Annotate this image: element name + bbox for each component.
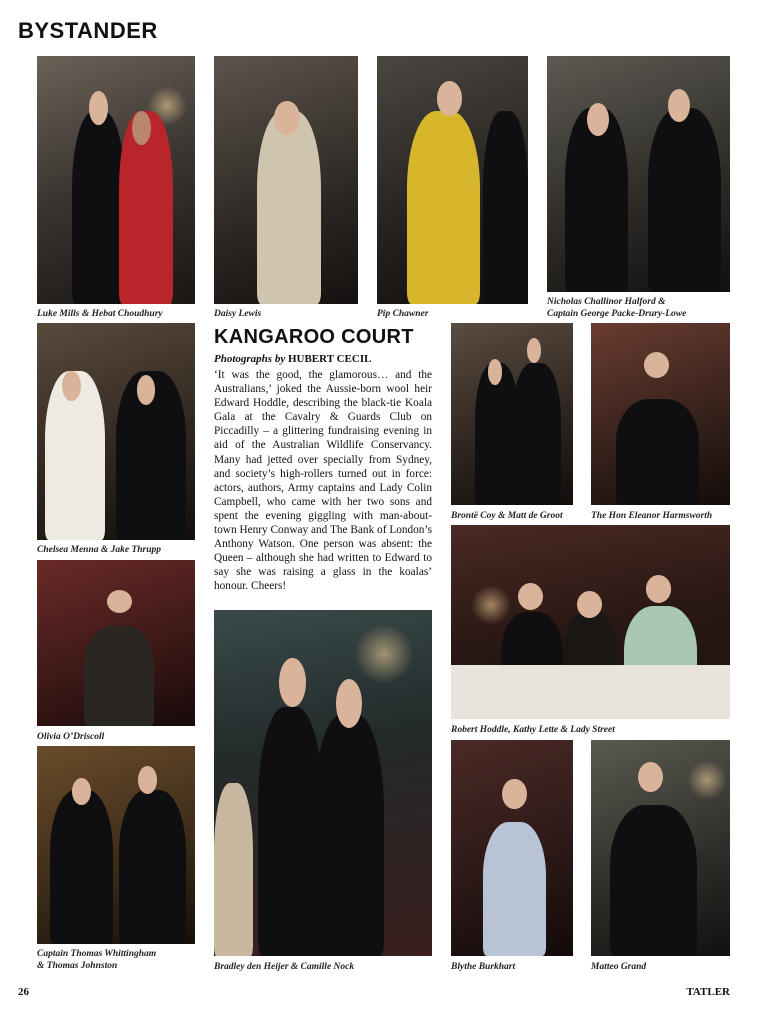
byline-photographer: HUBERT CECIL bbox=[287, 353, 372, 365]
caption-olivia-odriscoll: Olivia O’Driscoll bbox=[37, 732, 105, 742]
photo-bronte-coy-matt-de-groot bbox=[451, 323, 573, 505]
caption-blythe-burkhart: Blythe Burkhart bbox=[451, 962, 516, 972]
caption-thomas-johnston: & Thomas Johnston bbox=[37, 961, 118, 971]
article-byline bbox=[214, 353, 371, 365]
photo-eleanor-harmsworth bbox=[591, 323, 730, 505]
photo-chelsea-menna-jake-thrupp bbox=[37, 323, 195, 540]
photo-thomas-whittingham-thomas-johnston bbox=[37, 746, 195, 944]
byline-label: Photographs by bbox=[214, 353, 286, 365]
photo-olivia-odriscoll bbox=[37, 560, 195, 726]
article-title: KANGAROO COURT bbox=[214, 326, 414, 348]
caption-luke-mills-hebat-choudhury: Luke Mills & Hebat Choudhury bbox=[37, 309, 163, 319]
caption-chelsea-menna-jake-thrupp: Chelsea Menna & Jake Thrupp bbox=[37, 545, 162, 555]
photo-matteo-grand bbox=[591, 740, 730, 956]
caption-george-packe-drury-lowe: Captain George Packe-Drury-Lowe bbox=[547, 309, 687, 319]
photo-robert-hoddle-kathy-lette-lady-street bbox=[451, 525, 730, 719]
photo-blythe-burkhart bbox=[451, 740, 573, 956]
caption-robert-hoddle-kathy-lette-lady-street: Robert Hoddle, Kathy Lette & Lady Street bbox=[451, 725, 615, 735]
caption-matteo-grand: Matteo Grand bbox=[591, 962, 647, 972]
photo-nicholas-challinor-halford-george-packe-drury-lowe bbox=[547, 56, 730, 292]
caption-thomas-whittingham: Captain Thomas Whittingham bbox=[37, 949, 157, 959]
section-header: BYSTANDER bbox=[18, 18, 158, 43]
caption-bradley-den-heijer-camille-nock: Bradley den Heijer & Camille Nock bbox=[214, 962, 355, 972]
caption-pip-chawner: Pip Chawner bbox=[377, 309, 429, 319]
caption-nicholas-challinor-halford: Nicholas Challinor Halford & bbox=[547, 297, 666, 307]
page-number: 26 bbox=[18, 986, 29, 998]
photo-pip-chawner bbox=[377, 56, 528, 304]
photo-daisy-lewis bbox=[214, 56, 358, 304]
photo-luke-mills-hebat-choudhury bbox=[37, 56, 195, 304]
caption-eleanor-harmsworth: The Hon Eleanor Harmsworth bbox=[591, 511, 713, 521]
caption-bronte-coy-matt-de-groot: Brontë Coy & Matt de Groot bbox=[451, 511, 563, 521]
article-body: ‘It was the good, the glamorous… and the Australians,’ joked the Aussie-born wool heir Edward Hoddle, describing the black-tie Koala Gala at the Cavalry & Guards Club on Piccadilly – a glittering fundraising evening in aid of the Australian Wildlife Conservancy. Many had jetted over specially from Sydney, and society’s high-rollers turned out in force: actors, authors, Army captains and Lady Colin Campbell, who came with her two sons and spent the evening giggling with man-about-town Henry Conway and The Bank of London’s Anthony Watson. One person was absent: the Queen – although she had written to Edward to say she was raising a glass in the koalas’ honour. Cheers! bbox=[214, 369, 432, 593]
magazine-name: TATLER bbox=[686, 986, 730, 998]
photo-bradley-den-heijer-camille-nock bbox=[214, 610, 432, 956]
caption-daisy-lewis: Daisy Lewis bbox=[214, 309, 262, 319]
